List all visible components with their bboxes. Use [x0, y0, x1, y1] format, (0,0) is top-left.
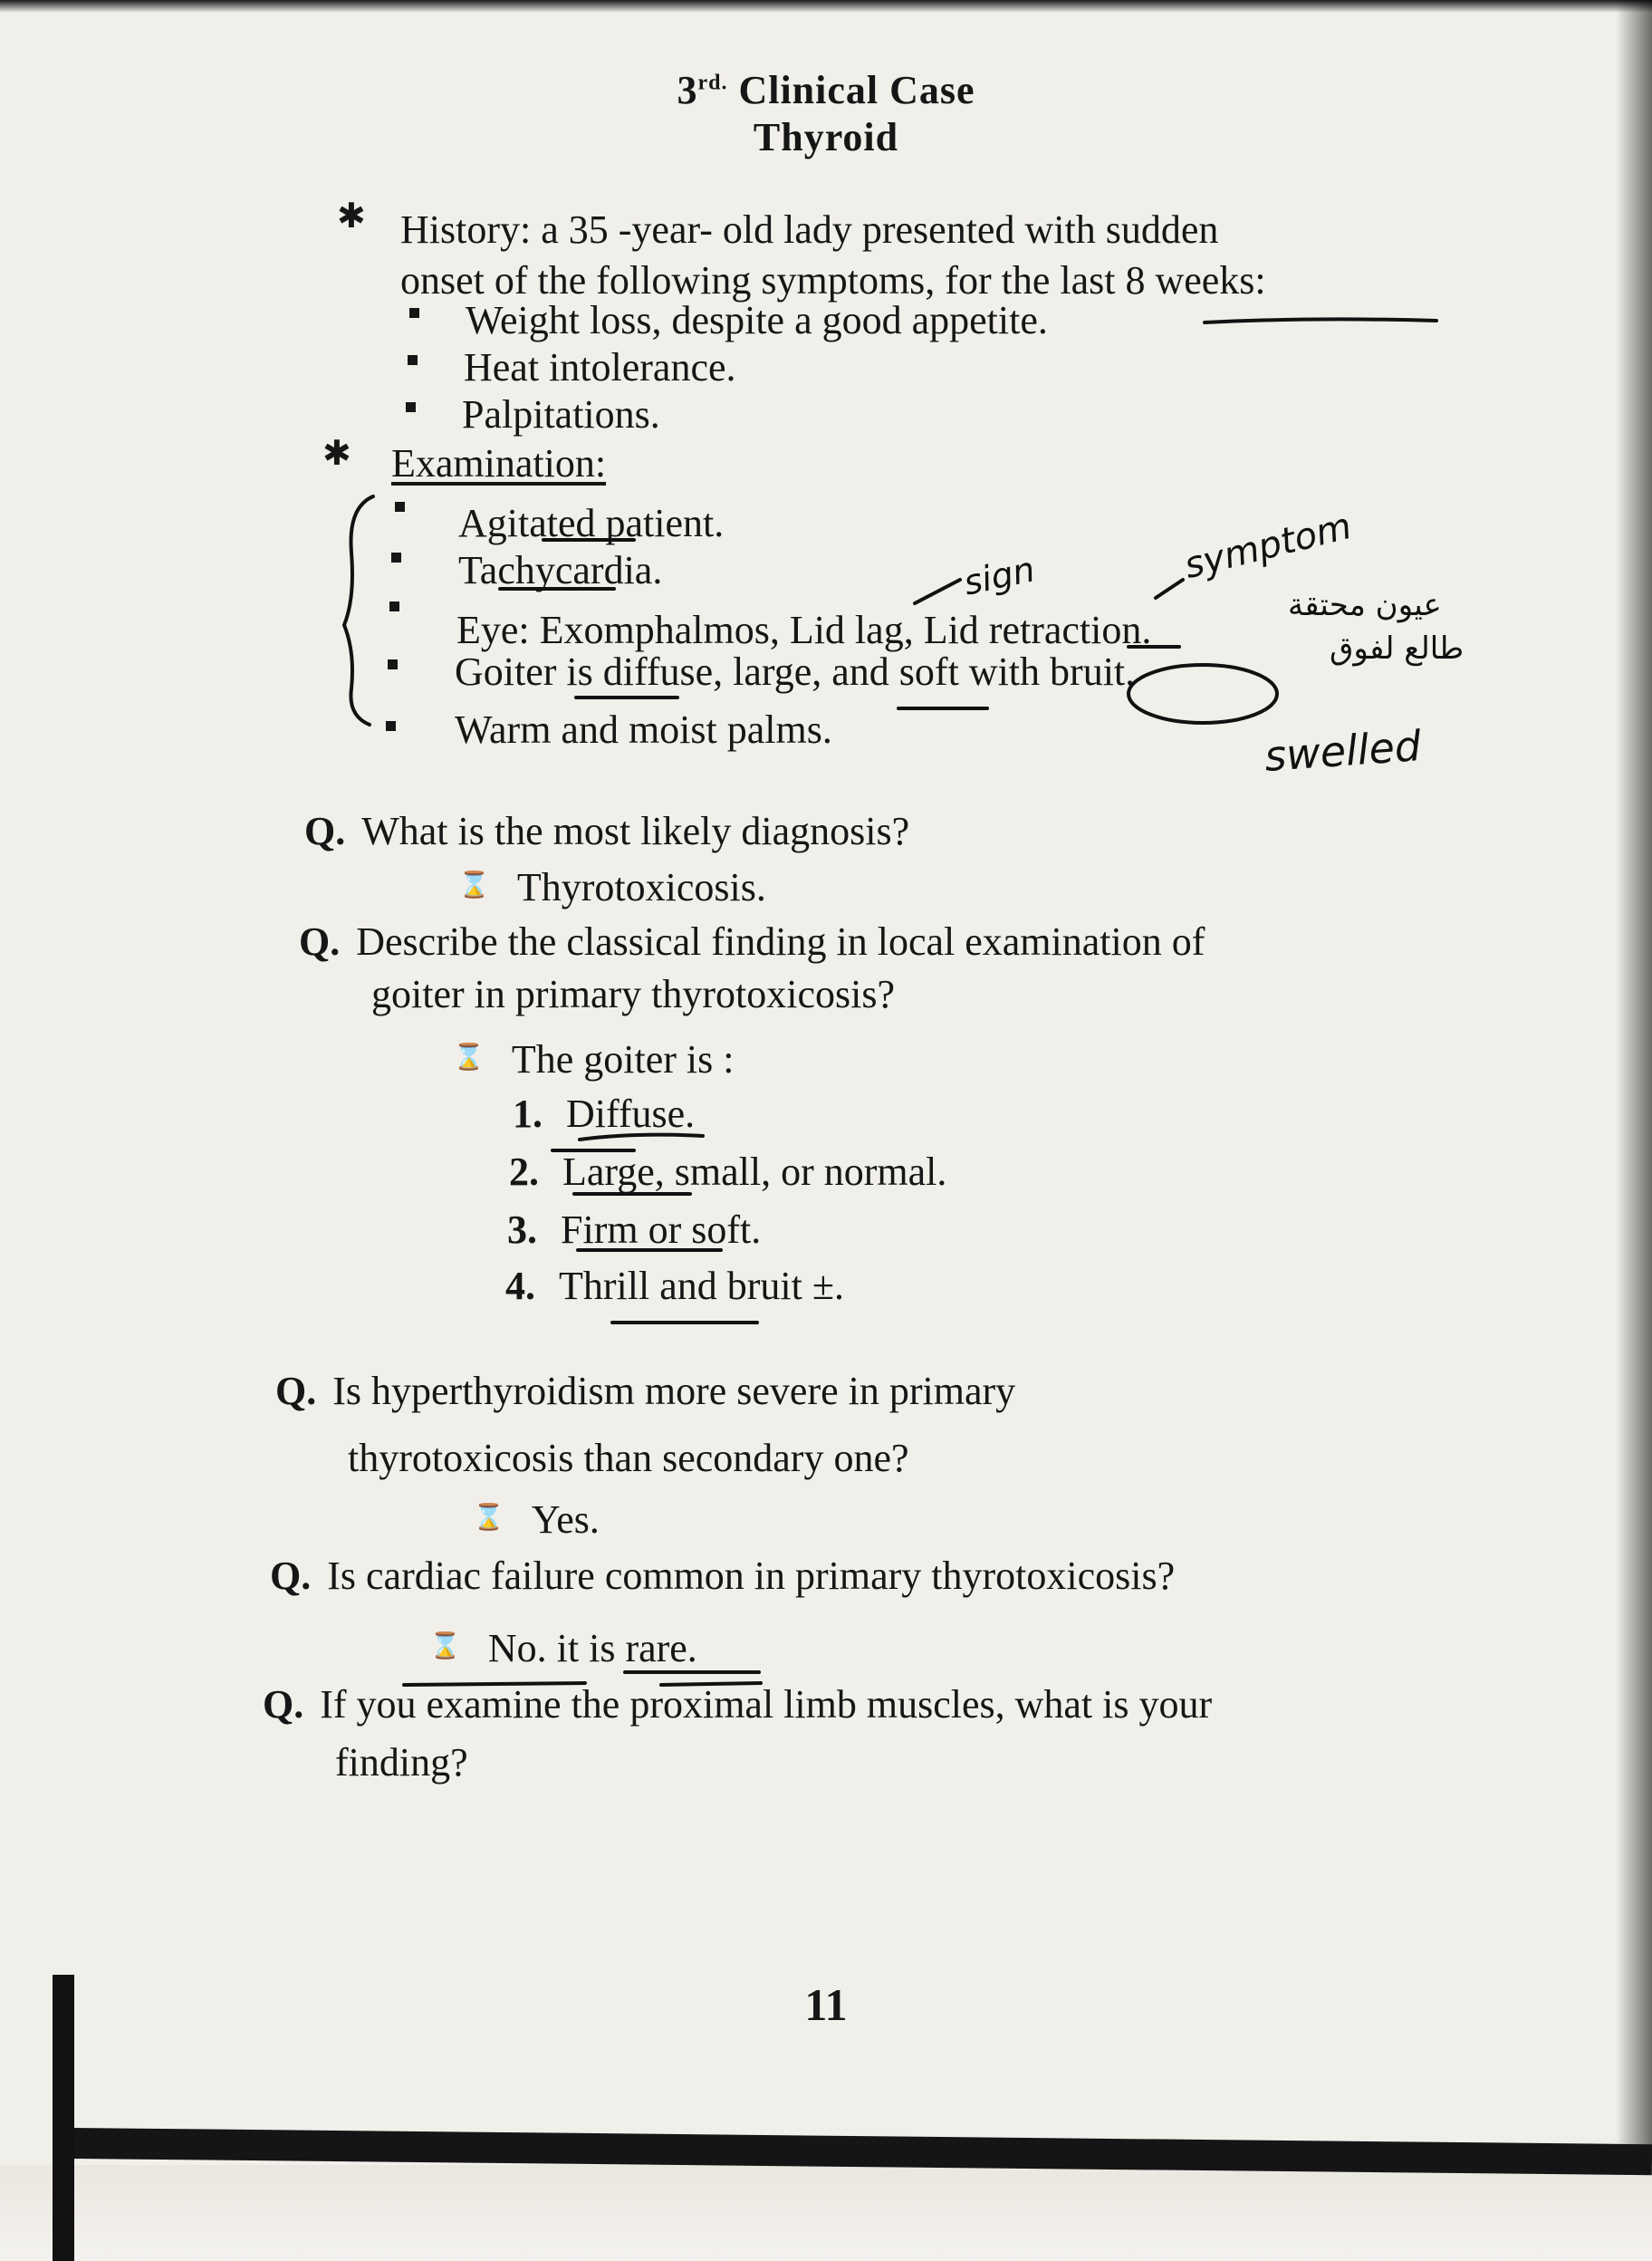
list-number: 2.: [509, 1150, 539, 1194]
handwritten-note-symptom: symptom: [1180, 505, 1356, 588]
handwritten-note-swelled: swelled: [1263, 721, 1423, 781]
ink-arrow-sign: [915, 580, 960, 603]
handwritten-note-sign: sign: [960, 549, 1039, 603]
answer-1-text: Thyrotoxicosis.: [516, 865, 766, 909]
list-item-text: Thrill and bruit ±.: [559, 1264, 844, 1308]
bullet-square-icon: [409, 308, 419, 318]
question-5-text-1: If you examine the proximal limb muscles, what is your: [320, 1682, 1213, 1727]
history-line-1-text: a 35 -year- old lady presented with sudden: [541, 207, 1219, 252]
question-4-text: Is cardiac failure common in primary thyrotoxicosis?: [327, 1554, 1176, 1598]
answer-2-item-3: [507, 1207, 762, 1252]
bullet-square-icon: [388, 659, 398, 669]
page-edge-shadow: [1616, 0, 1652, 2261]
bullet-square-icon: [389, 601, 399, 611]
question-5-line-2: finding?: [335, 1740, 468, 1785]
bullet-star-icon: ✱: [337, 197, 366, 236]
question-marker: Q.: [270, 1554, 312, 1598]
list-item-text: Firm or soft.: [561, 1207, 762, 1252]
question-2-line-1: [299, 919, 1205, 964]
question-1: [304, 809, 910, 853]
exam-item-4: Goiter is diffuse, large, and soft with bruit.: [455, 649, 1136, 694]
ink-underline-weeks: [1205, 319, 1436, 322]
history-line-1: [400, 207, 1219, 252]
handwritten-arabic-note-1: عيون محتقة: [1288, 587, 1442, 623]
answer-3-text: Yes.: [531, 1497, 600, 1542]
page-number: 11: [804, 1979, 848, 2030]
answer-2-intro-text: The goiter is :: [511, 1037, 735, 1082]
exam-item-2: Tachycardia.: [458, 548, 663, 592]
hourglass-icon: ⌛: [453, 1044, 485, 1072]
answer-4-text: No. it is rare.: [487, 1626, 697, 1670]
question-2-line-2: goiter in primary thyrotoxicosis?: [371, 972, 895, 1016]
bullet-square-icon: [391, 553, 401, 563]
background-below-page: [0, 2165, 1652, 2261]
history-label: History:: [400, 207, 532, 252]
question-marker: Q.: [275, 1369, 317, 1413]
answer-1: [458, 865, 766, 909]
ink-circle-bruit: [1129, 665, 1277, 723]
handwritten-arabic-note-2: طالع لفوق: [1330, 630, 1465, 667]
answer-4: [429, 1626, 697, 1670]
bullet-square-icon: [406, 402, 416, 412]
bullet-square-icon: [386, 721, 396, 731]
answer-3: [473, 1497, 600, 1542]
ink-brace-examination: [344, 496, 373, 725]
question-3-text-1: Is hyperthyroidism more severe in primary: [332, 1369, 1016, 1413]
answer-2-item-4: [505, 1266, 844, 1306]
exam-item-5: Warm and moist palms.: [455, 707, 832, 752]
question-2-text-1: Describe the classical finding in local examination of: [356, 919, 1205, 964]
page-subtitle: Thyroid: [753, 115, 899, 159]
title-ordinal-suffix: rd.: [697, 71, 728, 95]
question-4: [270, 1556, 1175, 1596]
history-item-2: Heat intolerance.: [464, 345, 736, 390]
bullet-star-icon: ✱: [322, 435, 351, 473]
hourglass-icon: ⌛: [458, 871, 490, 900]
bullet-square-icon: [395, 502, 405, 512]
exam-item-3: Eye: Exomphalmos, Lid lag, Lid retraction.: [456, 608, 1152, 652]
question-3-line-2: thyrotoxicosis than secondary one?: [348, 1436, 909, 1480]
ink-arrow-symptom: [1156, 580, 1183, 598]
title-text: Clinical Case: [738, 68, 975, 112]
history-line-2: onset of the following symptoms, for the last 8 weeks:: [400, 258, 1266, 303]
list-number: 4.: [505, 1264, 535, 1308]
hourglass-icon: ⌛: [429, 1632, 461, 1660]
history-item-3: Palpitations.: [462, 392, 660, 437]
bullet-square-icon: [408, 355, 418, 365]
hourglass-icon: ⌛: [473, 1504, 504, 1532]
question-marker: Q.: [304, 809, 346, 853]
page-title: [0, 67, 1652, 113]
history-item-1: Weight loss, despite a good appetite.: [466, 298, 1048, 342]
list-item-text: Diffuse.: [566, 1092, 696, 1136]
list-number: 3.: [507, 1207, 537, 1252]
question-1-text: What is the most likely diagnosis?: [361, 809, 910, 853]
page-top-shadow: [0, 0, 1652, 13]
answer-2-item-2: [509, 1152, 946, 1192]
question-marker: Q.: [299, 919, 341, 964]
answer-2-intro: [453, 1037, 735, 1082]
question-3-line-1: [275, 1371, 1015, 1411]
answer-2-item-1: [513, 1094, 695, 1134]
question-5-line-1: [263, 1682, 1213, 1727]
title-ordinal: 3: [677, 68, 698, 112]
examination-label: Examination:: [391, 441, 607, 486]
list-number: 1.: [513, 1092, 543, 1136]
list-item-text: Large, small, or normal.: [562, 1150, 947, 1194]
question-marker: Q.: [263, 1682, 304, 1727]
exam-item-1: Agitated patient.: [458, 501, 725, 545]
